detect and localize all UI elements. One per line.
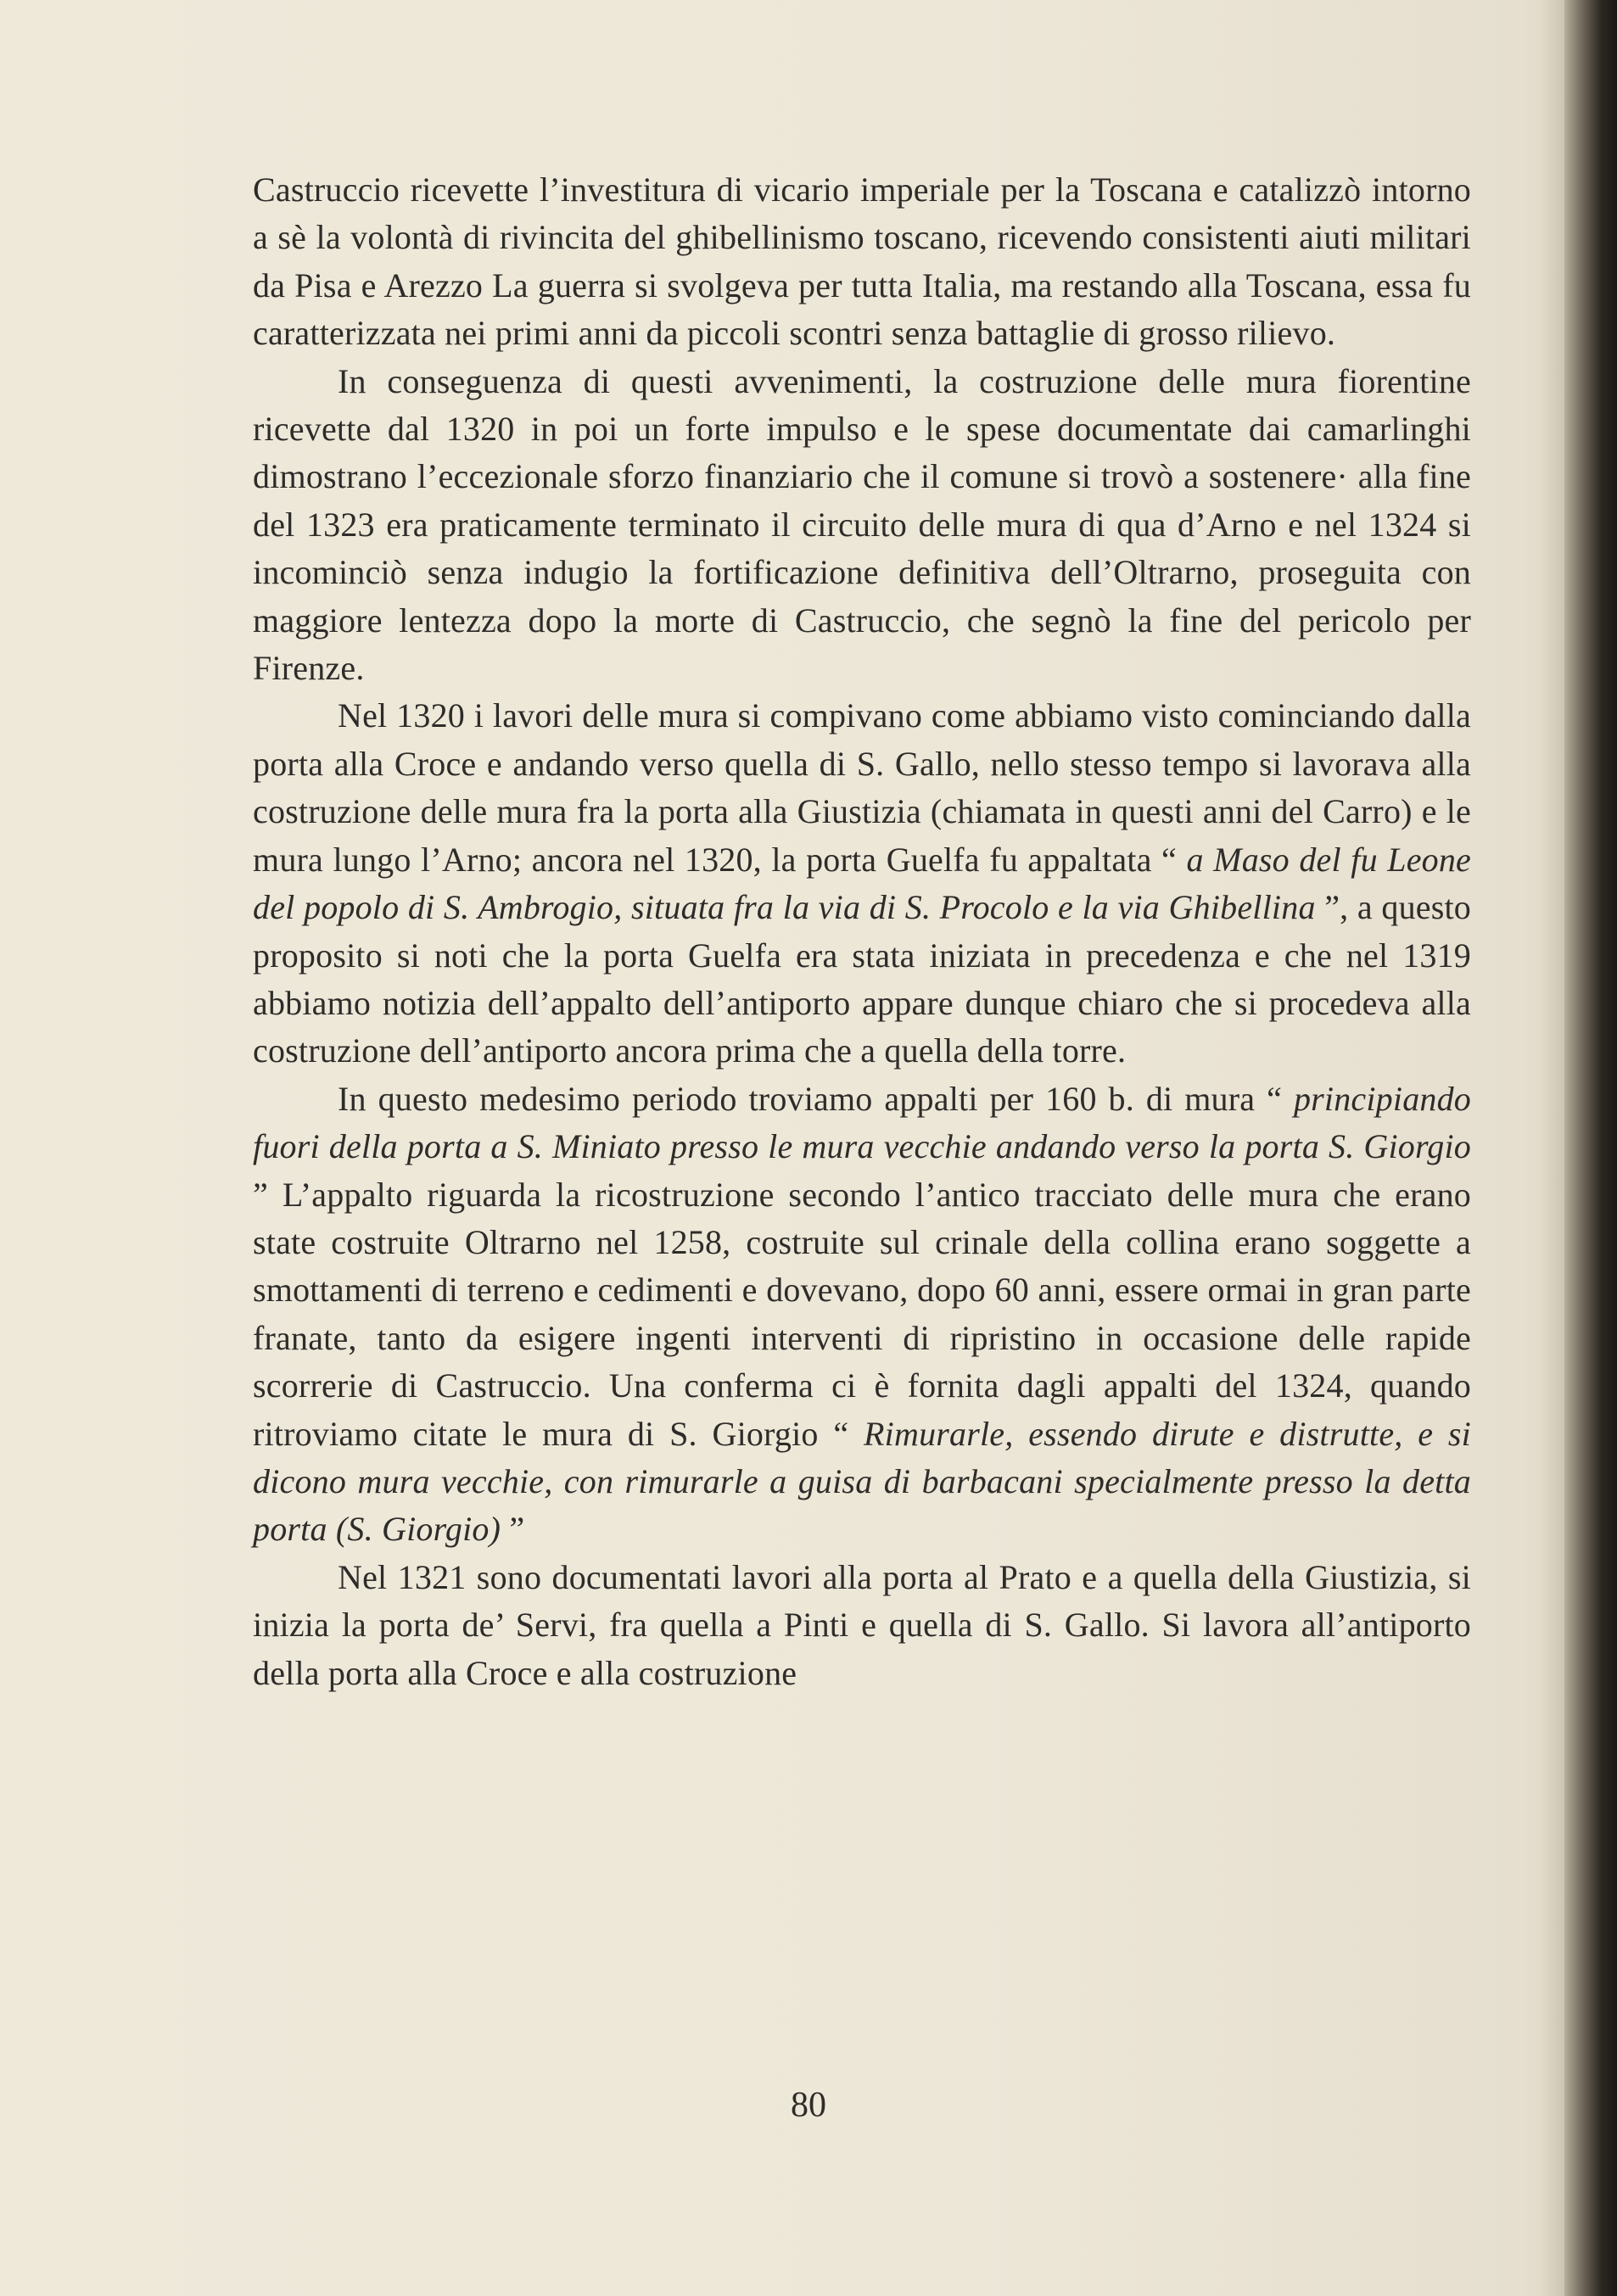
quotation-italic: principiando fuori della porta a S. Miniato presso le mura vecchie andando verso la porta S. Giorgio <box>253 1079 1471 1166</box>
body-text <box>253 166 1471 1697</box>
quotation-italic: Rimurarle, essendo dirute e distrutte, e si dicono mura vecchie, con rimurarle a guisa di barbacani specialmente presso la detta porta (S. Giorgio) <box>253 1414 1472 1549</box>
page-number: 80 <box>791 2086 826 2125</box>
paragraph-3: Nel 1320 i lavori delle mura si compivano come abbiamo visto cominciando dalla porta alla Croce e andando verso quella di S. Gallo, nello stesso tempo si lavorava alla costruzione delle mura fra la porta alla Giustizia (chiamata in questi anni del Carro) e le mura lungo l’Arno; ancora nel 1320, la porta Guelfa fu appaltata “ a Maso del fu Leone del popolo di S. Ambrogio, situata fra la via di S. Procolo e la via Ghibellina ”, a questo proposito si noti che la porta Guelfa era stata iniziata in precedenza e che nel 1319 abbiamo notizia dell’appalto dell’antiporto appare dunque chiaro che si procedeva alla costruzione dell’antiporto ancora prima che a quella della torre. <box>253 696 1472 1070</box>
page-binding-edge <box>1564 0 1617 2296</box>
quotation-italic: a Maso del fu Leone del popolo di S. Ambrogio, situata fra la via di S. Procolo e la via Ghibellina <box>253 840 1472 927</box>
paragraph-5: Nel 1321 sono documentati lavori alla porta al Prato e a quella della Giustizia, si inizia la porta de’ Servi, fra quella a Pinti e quella di S. Gallo. Si lavora all’antiporto della porta alla Croce e alla costruzione <box>253 1557 1471 1692</box>
paragraph-1: Castruccio ricevette l’investitura di vicario imperiale per la Toscana e catalizzò intorno a sè la volontà di rivincita del ghibellinismo toscano, ricevendo consistenti aiuti militari da Pisa e Arezzo La guerra si svolgeva per tutta Italia, ma restando alla Toscana, essa fu caratterizzata nei primi anni da piccoli scontri senza battaglie di grosso rilievo. <box>253 170 1471 353</box>
paragraph-2: In conseguenza di questi avvenimenti, la costruzione delle mura fiorentine ricevette dal 1320 in poi un forte impulso e le spese documentate dai camarlinghi dimostrano l’eccezionale sforzo finanziario che il comune si trovò a sostenere· alla fine del 1323 era praticamente terminato il circuito delle mura di qua d’Arno e nel 1324 si incominciò senza indugio la fortificazione definitiva dell’Oltrarno, proseguita con maggiore lentezza dopo la morte di Castruccio, che segnò la fine del pericolo per Firenze. <box>253 361 1471 688</box>
paragraph-4: In questo medesimo periodo troviamo appalti per 160 b. di mura “ principiando fuori della porta a S. Miniato presso le mura vecchie andando verso la porta S. Giorgio ” L’appalto riguarda la ricostruzione secondo l’antico tracciato delle mura che erano state costruite Oltrarno nel 1258, costruite sul crinale della collina erano soggette a smottamenti di terreno e cedimenti e dovevano, dopo 60 anni, essere ormai in gran parte franate, tanto da esigere ingenti interventi di ripristino in occasione delle rapide scorrerie di Castruccio. Una conferma ci è fornita dagli appalti del 1324, quando ritroviamo citate le mura di S. Giorgio “ Rimurarle, essendo dirute e distrutte, e si dicono mura vecchie, con rimurarle a guisa di barbacani specialmente presso la detta porta (S. Giorgio) ” <box>253 1079 1472 1549</box>
